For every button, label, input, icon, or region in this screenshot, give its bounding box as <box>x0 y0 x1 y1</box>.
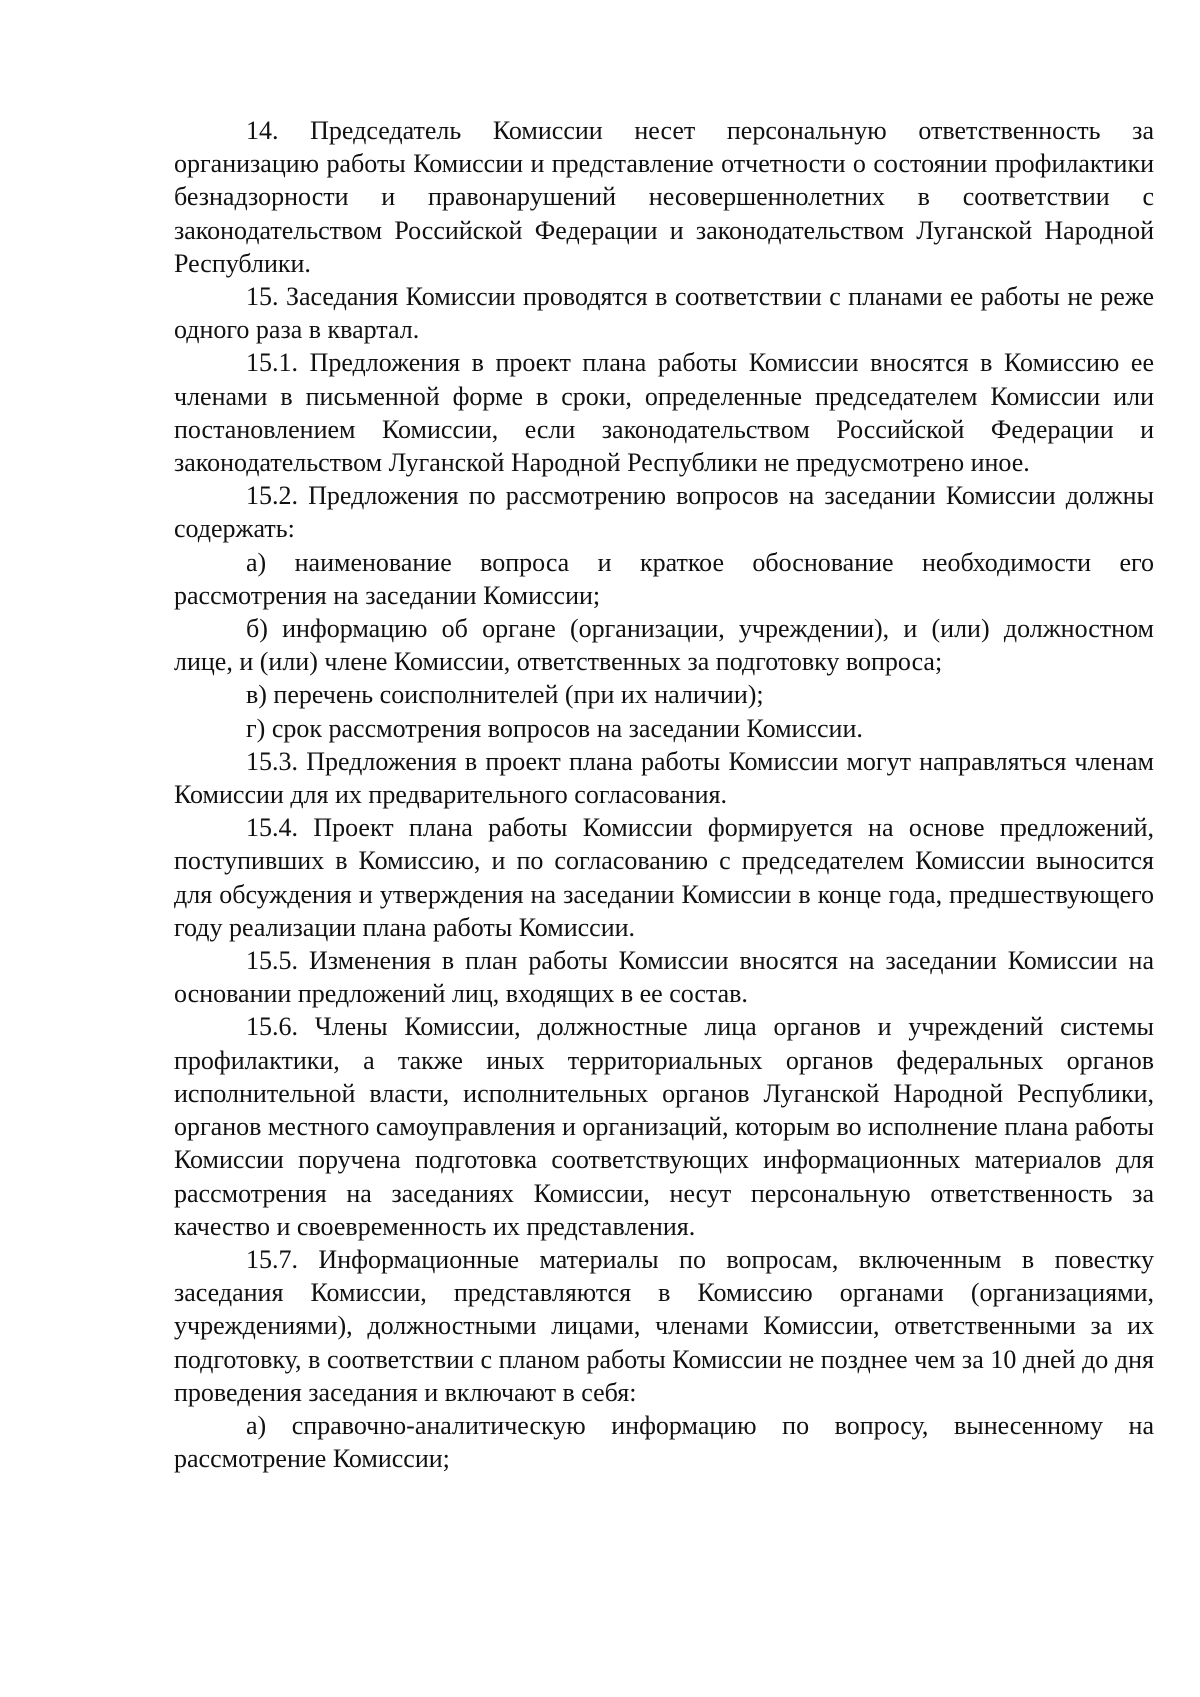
list-item-a: а) наименование вопроса и краткое обоснование необходимости его рассмотрения на заседании Комиссии; <box>174 547 1154 610</box>
paragraph-15: 15. Заседания Комиссии проводятся в соответствии с планами ее работы не реже одного раза в квартал. <box>174 282 1154 345</box>
paragraph-15-6: 15.6. Члены Комиссии, должностные лица органов и учреждений системы профилактики, а также иных территориальных органов федеральных органов исполнительной власти, исполнительных органов Луганской Народной Республики, органов местного самоуправления и организаций, которым во исполнение плана работы Комиссии поручена подготовка соответствующих информационных материалов для рассмотрения на заседаниях Комиссии, несут персональную ответственность за качество и своевременность их представления. <box>174 1012 1154 1241</box>
list-item-b: б) информацию об органе (организации, учреждении), и (или) должностном лице, и (или) члене Комиссии, ответственных за подготовку вопроса; <box>174 614 1154 677</box>
paragraph-14: 14. Председатель Комиссии несет персональную ответственность за организацию работы Комиссии и представление отчетности о состоянии профилактики безнадзорности и правонарушений несовершеннолетних в соответствии с законодательством Российской Федерации и законодательством Луганской Народной Республики. <box>174 116 1154 278</box>
paragraph-15-3: 15.3. Предложения в проект плана работы Комиссии могут направляться членам Комиссии для их предварительного согласования. <box>174 746 1154 810</box>
paragraph-15-7: 15.7. Информационные материалы по вопросам, включенным в повестку заседания Комиссии, представляются в Комиссию органами (организациями, учреждениями), должностными лицами, членами Комиссии, ответственными за их подготовку, в соответствии с планом работы Комиссии не позднее чем за 10 дней до дня проведения заседания и включают в себя: <box>174 1244 1154 1407</box>
list-item-a-2: а) справочно-аналитическую информацию по вопросу, вынесенному на рассмотрение Комиссии; <box>174 1410 1154 1474</box>
paragraph-15-1: 15.1. Предложения в проект плана работы Комиссии вносятся в Комиссию ее членами в письменной форме в сроки, определенные председателем Комиссии или постановлением Комиссии, если законодательством Российской Федерации и законодательством Луганской Народной Республики не предусмотрено иное. <box>174 348 1154 478</box>
document-body <box>174 114 1154 1475</box>
paragraph-15-5: 15.5. Изменения в план работы Комиссии вносятся на заседании Комиссии на основании предложений лиц, входящих в ее состав. <box>174 946 1154 1009</box>
paragraph-15-4: 15.4. Проект плана работы Комиссии формируется на основе предложений, поступивших в Комиссию, и по согласованию с председателем Комиссии выносится для обсуждения и утверждения на заседании Комиссии в конце года, предшествующего году реализации плана работы Комиссии. <box>174 813 1154 942</box>
list-item-g: г) срок рассмотрения вопросов на заседании Комиссии. <box>246 713 863 743</box>
list-item-v: в) перечень соисполнителей (при их наличии); <box>246 680 764 710</box>
paragraph-15-2: 15.2. Предложения по рассмотрению вопросов на заседании Комиссии должны содержать: <box>174 481 1154 544</box>
